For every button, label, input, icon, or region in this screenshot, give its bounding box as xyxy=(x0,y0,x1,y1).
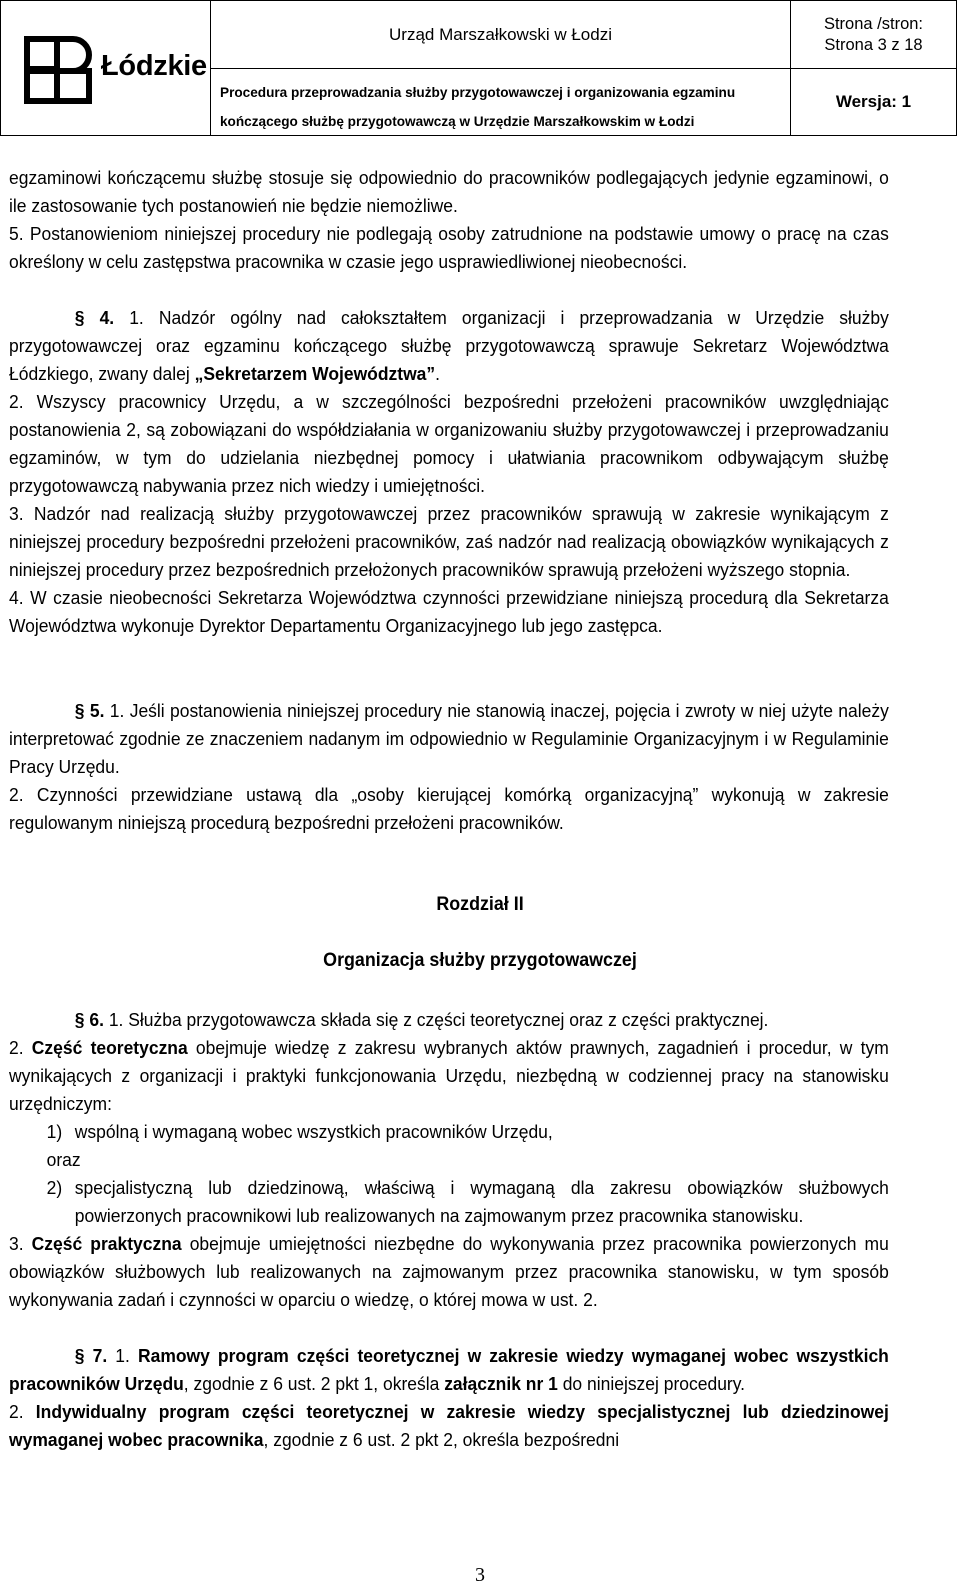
section-text: 1. Nadzór ogólny nad całokształtem organizacji i przeprowadzania w Urzędzie służby przygotowawczej oraz egzaminu kończącego służbę przygotowawczą sprawuje Sekretarz Województwa Łódzkiego, zwany dalej xyxy=(9,307,889,384)
version-label: Wersja: 1 xyxy=(835,92,912,111)
defined-term: „Sekretarzem Województwa” xyxy=(194,363,436,384)
lodzkie-logo-icon xyxy=(23,35,93,105)
section-4-point-1 xyxy=(9,304,889,388)
logo-cell xyxy=(1,1,211,135)
paragraph-continuation xyxy=(9,164,889,276)
attachment-reference: załącznik nr 1 xyxy=(444,1373,558,1394)
defined-term: Ramowy program części teoretycznej w zakresie wiedzy wymaganej wobec wszystkich pracowników Urzędu xyxy=(9,1345,889,1394)
defined-term: Indywidualny program części teoretycznej w zakresie wiedzy specjalistycznej lub dziedzinowej wymaganej wobec pracownika xyxy=(9,1401,889,1450)
logo-text: Łódzkie xyxy=(101,50,207,82)
section-number: 7. xyxy=(92,1345,108,1366)
section-4-point-3: 3. Nadzór nad realizacją służby przygotowawczej przez pracowników sprawują w zakresie wynikającym z niniejszej procedury bezpośredni przełożeni pracowników, zaś nadzór nad realizacją obowiązków wynikających z niniejszej procedury przez bezpośrednich przełożonych pracowników sprawują przełożeni wyższego stopnia. xyxy=(9,503,889,580)
list-item-number: 2) xyxy=(46,1177,63,1198)
section-5-point-2: 2. Czynności przewidziane ustawą dla „osoby kierującej komórką organizacyjną” wykonują w zakresie regulowanym niniejszą procedurą bezpośredni przełożeni pracowników. xyxy=(9,784,889,833)
section-7-point-1 xyxy=(9,1342,889,1398)
paragraph-text: egzaminowi kończącemu służbę stosuje się odpowiednio do pracowników podlegających jedynie egzaminowi, o ile zastosowanie tych postanowień nie będzie niemożliwe. xyxy=(9,167,889,216)
section-5 xyxy=(9,697,889,837)
list-item-number: 1) xyxy=(46,1121,63,1142)
page-value: Strona 3 z 18 xyxy=(824,36,923,54)
section-mark: § 7. xyxy=(74,1345,108,1366)
procedure-title-line1: Procedura przeprowadzania służby przygotowawczej i organizowania egzaminu xyxy=(220,85,736,100)
section-text: 1. Jeśli postanowienia niniejszej procedury nie stanowią inaczej, pojęcia i zwroty w niej użyte należy interpretować zgodnie ze znaczeniem nadanym im odpowiednio w Regulaminie Organizacyjnym i w Regulaminie Pracy Urzędu. xyxy=(9,700,889,777)
section-6 xyxy=(9,1006,889,1314)
section-text-end: do niniejszej procedury. xyxy=(557,1373,746,1394)
list-connector: oraz xyxy=(46,1149,81,1170)
section-number: 6. xyxy=(89,1009,104,1030)
section-6-point-3 xyxy=(9,1230,889,1314)
procedure-title xyxy=(211,69,791,135)
section-number: 5. xyxy=(89,700,105,721)
defined-term: Część teoretyczna xyxy=(31,1037,188,1058)
page-info xyxy=(791,1,956,69)
section-mark: § 4. xyxy=(74,307,115,328)
defined-term: Część praktyczna xyxy=(31,1233,182,1254)
section-text: obejmuje wiedzę z zakresu wybranych aktów prawnych, zagadnień i procedur, w tym wynikających z organizacji i praktyki funkcjonowania Urzędu, niezbędną w codziennej pracy na stanowisku urzędniczym: xyxy=(9,1037,889,1114)
document-header xyxy=(0,0,957,136)
section-6-point-1 xyxy=(9,1006,889,1034)
section-7-point-2 xyxy=(9,1398,889,1454)
section-number: 4. xyxy=(99,307,115,328)
chapter-title: Organizacja służby przygotowawczej xyxy=(323,950,637,971)
section-4-point-2: 2. Wszyscy pracownicy Urzędu, a w szczególności bezpośredni przełożeni pracowników uwzględniając postanowienia 2, są zobowiązani do współdziałania w organizowaniu służby przygotowawczej i przeprowadzaniu egzaminów, w tym do udzielania niezbędnej pomocy i ułatwiania pracownikom odbywającym służbę przygotowawczą nabywania przez nich wiedzy i umiejętności. xyxy=(9,391,889,496)
list-item-text: specjalistyczną lub dziedzinową, właściwą i wymaganą dla zakresu obowiązków służbowych powierzonych pracownikowi lub realizowanych na zajmowanym przez pracownika stanowisku. xyxy=(74,1177,889,1226)
chapter-heading: Rozdział II xyxy=(436,894,524,915)
section-mark: § 5. xyxy=(74,700,105,721)
section-7 xyxy=(9,1342,889,1454)
procedure-title-line2: kończącego służbę przygotowawczą w Urzędzie Marszałkowskim w Łodzi xyxy=(220,114,695,129)
section-5-point-1 xyxy=(9,697,889,781)
section-text: , zgodnie z 6 ust. 2 pkt 1, określa xyxy=(183,1373,445,1394)
point-number: 1. xyxy=(107,1345,138,1366)
section-text: , zgodnie z 6 ust. 2 pkt 2, określa bezpośredni xyxy=(263,1429,620,1450)
office-name: Urząd Marszałkowski w Łodzi xyxy=(211,1,791,69)
section-6-point-2 xyxy=(9,1034,889,1118)
point-number: 2. xyxy=(9,1401,36,1422)
section-mark: § 6. xyxy=(74,1009,104,1030)
point-number: 2. xyxy=(9,1037,32,1058)
point-number: 3. xyxy=(9,1233,32,1254)
section-text: 1. Służba przygotowawcza składa się z części teoretycznej oraz z części praktycznej. xyxy=(103,1009,769,1030)
paragraph-item-5: 5. Postanowieniom niniejszej procedury nie podlegają osoby zatrudnione na podstawie umowy o pracę na czas określony w celu zastępstwa pracownika w czasie jego usprawiedliwionej nieobecności. xyxy=(9,223,889,272)
section-4 xyxy=(9,304,889,640)
section-4-point-4: 4. W czasie nieobecności Sekretarza Województwa czynności przewidziane niniejszą procedurą dla Sekretarza Województwa wykonuje Dyrektor Departamentu Organizacyjnego lub jego zastępca. xyxy=(9,587,889,636)
list-item xyxy=(9,1118,889,1146)
section-text: obejmuje umiejętności niezbędne do wykonywania przez pracownika powierzonych mu obowiązków służbowych lub realizowanych na zajmowanym przez pracownika stanowisku, w tym sposób wykonywania zadań i czynności w oparciu o wiedzę, o której mowa w ust. 2. xyxy=(9,1233,889,1310)
list-item xyxy=(9,1174,889,1230)
list-item-text: wspólną i wymaganą wobec wszystkich pracowników Urzędu, xyxy=(74,1121,553,1142)
page-label: Strona /stron: xyxy=(823,15,924,33)
page-number: 3 xyxy=(475,1564,485,1586)
section-text-end: . xyxy=(435,363,441,384)
